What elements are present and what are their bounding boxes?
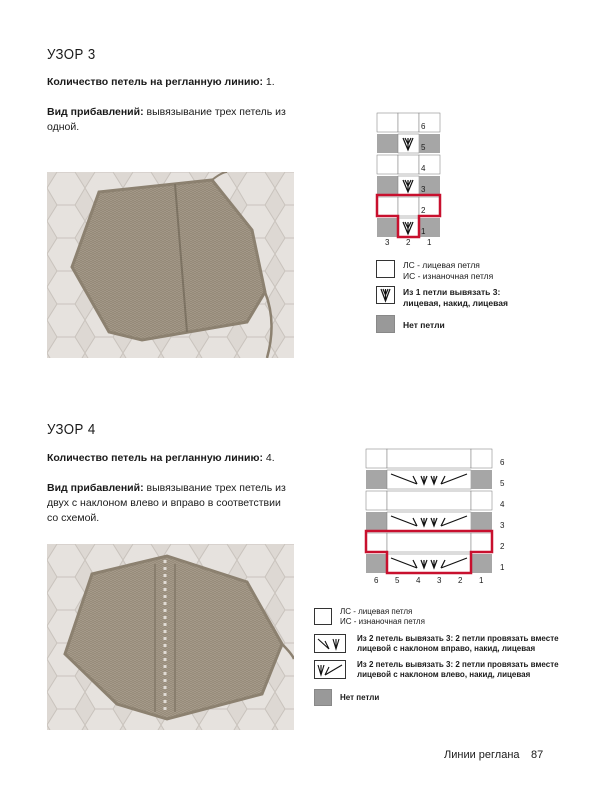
row-number: 1	[500, 563, 505, 572]
inc-right-slant-icon	[315, 635, 345, 652]
legend-line: Из 2 петель вывязать 3: 2 петли провязать вместе	[357, 660, 559, 669]
pattern4-chart	[361, 446, 501, 582]
row-number: 1	[421, 227, 426, 236]
row-number: 4	[421, 164, 426, 173]
row-number: 5	[500, 479, 505, 488]
inc-three-icon	[377, 287, 394, 303]
pattern4-type-line2: двух с наклоном влево и вправо в соответствии	[47, 497, 281, 509]
pattern4-col-number: 5	[395, 576, 400, 585]
pattern4-legend-knit-box	[314, 608, 332, 625]
pattern4-col-number: 1	[479, 576, 484, 585]
legend-line: ИС - изнаночная петля	[403, 270, 494, 281]
row-number: 3	[500, 521, 505, 530]
pattern4-type-line3: со схемой.	[47, 512, 100, 524]
pattern4-col-number: 6	[374, 576, 379, 585]
footer-section-title: Линии реглана	[444, 749, 520, 761]
pattern4-col-number: 4	[416, 576, 421, 585]
pattern4-legend-right-box	[314, 634, 346, 653]
legend-line: ИС - изнаночная петля	[340, 617, 425, 626]
pattern3-row-numbers	[421, 116, 425, 242]
pattern4-legend-nostitch-text: Нет петли	[340, 693, 380, 702]
pattern3-type-line2: одной.	[47, 121, 80, 133]
pattern3-loops-label: Количество петель на регланную линию:	[47, 76, 263, 88]
pattern4-col-number: 3	[437, 576, 442, 585]
pattern3-legend-knit-box	[376, 260, 395, 278]
pattern4-type-text	[47, 481, 327, 526]
pattern4-legend-nostitch-box	[314, 689, 332, 706]
pattern3-legend-inc-text	[403, 287, 508, 308]
pattern4-legend-knit-text	[340, 607, 425, 627]
pattern3-chart	[368, 108, 458, 248]
pattern3-legend-nostitch-box	[376, 315, 395, 333]
legend-line: лицевой с наклоном вправо, накид, лицевая	[357, 644, 536, 653]
row-number: 2	[500, 542, 505, 551]
inc-left-slant-icon	[315, 661, 345, 678]
row-number: 5	[421, 143, 426, 152]
legend-line: ЛС - лицевая петля	[340, 607, 413, 616]
pattern4-type-line1: вывязывание трех петель из	[143, 482, 286, 494]
pattern3-legend-knit-text	[403, 260, 493, 281]
row-number: 2	[421, 206, 426, 215]
watermark: PassionForum.ru	[523, 781, 607, 793]
pattern4-legend-right-text	[357, 634, 559, 654]
pattern3-type-label: Вид прибавлений:	[47, 106, 144, 118]
legend-line: ЛС - лицевая петля	[403, 260, 480, 270]
pattern3-type-text	[47, 105, 307, 135]
pattern3-legend-inc-box	[376, 286, 395, 304]
pattern4-row-numbers	[500, 452, 504, 578]
row-number: 6	[500, 458, 505, 467]
pattern4-heading: УЗОР 4	[47, 421, 96, 438]
pattern3-col-number: 3	[385, 238, 390, 247]
pattern3-type-line1: вывязывание трех петель из	[143, 106, 286, 118]
pattern3-col-number: 1	[427, 238, 432, 247]
legend-line: лицевая, накид, лицевая	[403, 297, 508, 308]
legend-line: лицевой с наклоном влево, накид, лицевая	[357, 670, 531, 679]
pattern3-loops-value: 1.	[262, 76, 275, 88]
row-number: 3	[421, 185, 426, 194]
pattern4-legend-left-box	[314, 660, 346, 679]
pattern4-photo	[47, 544, 294, 730]
pattern4-col-number: 2	[458, 576, 463, 585]
pattern3-legend-nostitch-text: Нет петли	[403, 320, 445, 330]
pattern3-photo	[47, 172, 294, 358]
pattern4-loops-value: 4.	[262, 452, 275, 464]
pattern4-loops-text	[47, 451, 317, 466]
pattern4-type-label: Вид прибавлений:	[47, 482, 144, 494]
pattern3-col-number: 2	[406, 238, 411, 247]
page-number: 87	[531, 749, 544, 761]
legend-line: Из 1 петли вывязать 3:	[403, 287, 501, 297]
pattern3-heading: УЗОР 3	[47, 46, 96, 63]
row-number: 6	[421, 122, 426, 131]
row-number: 4	[500, 500, 505, 509]
legend-line: Из 2 петель вывязать 3: 2 петли провязать вместе	[357, 634, 559, 643]
pattern3-loops-text	[47, 75, 307, 90]
pattern4-legend-left-text	[357, 660, 559, 680]
pattern4-loops-label: Количество петель на регланную линию:	[47, 452, 263, 464]
